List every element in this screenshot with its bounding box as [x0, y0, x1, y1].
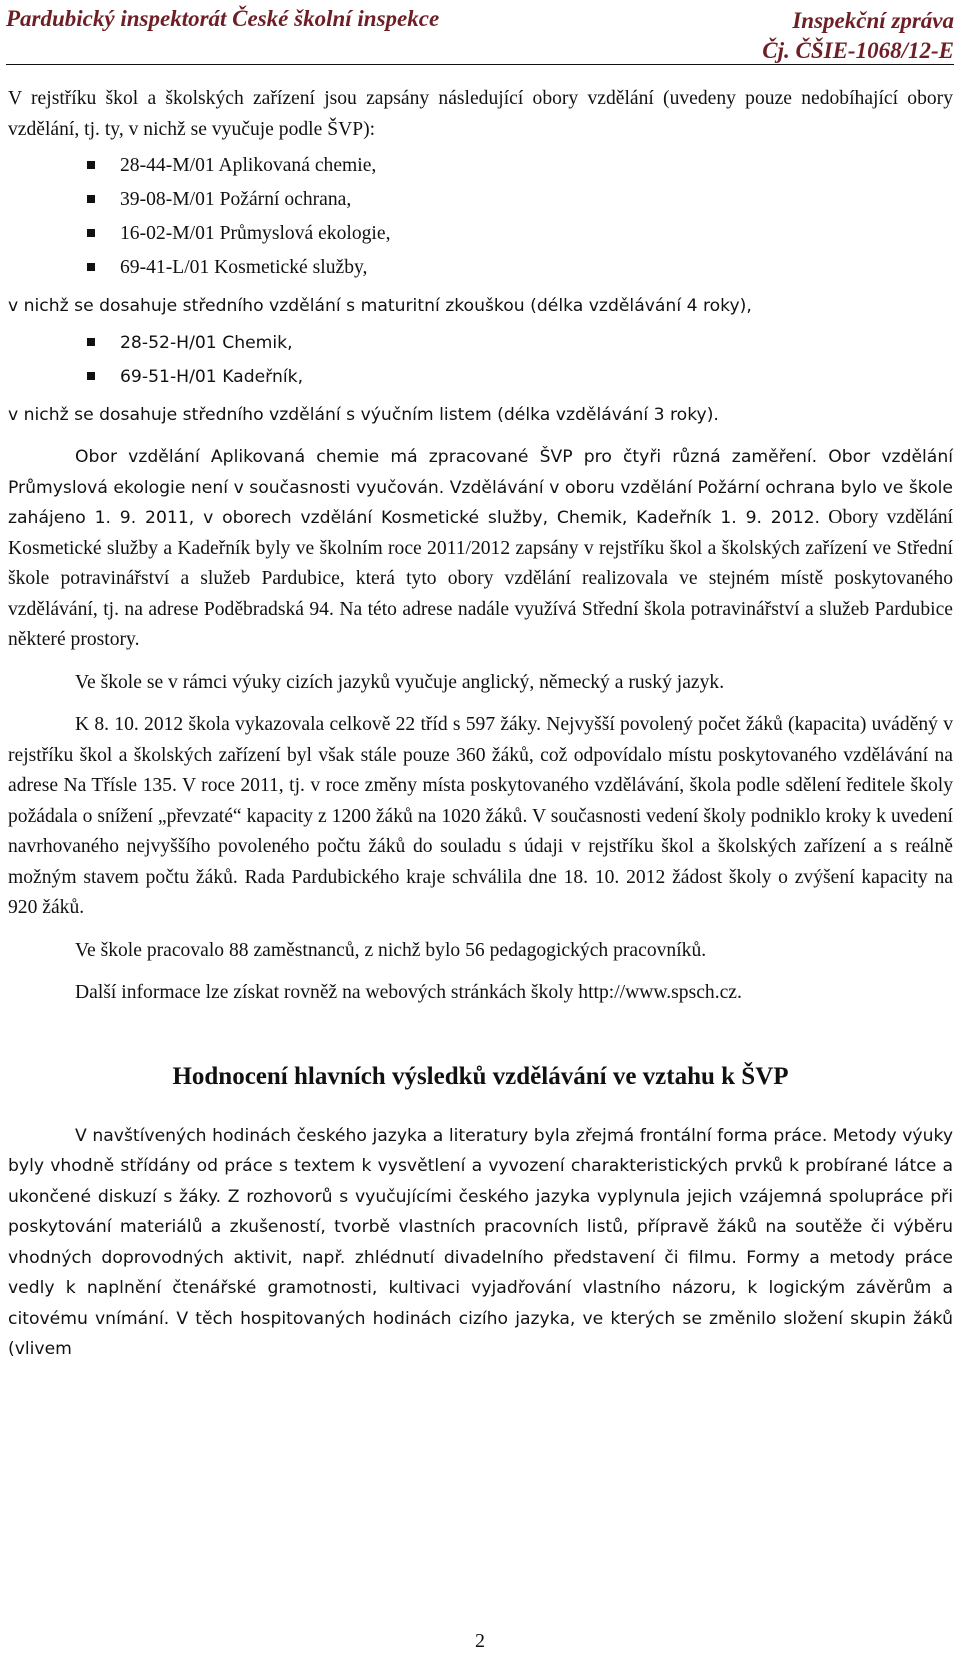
header-inspectorate: Pardubický inspektorát České školní inspekce — [6, 6, 440, 31]
square-bullet-icon — [87, 372, 95, 380]
page-header — [6, 4, 954, 65]
languages-paragraph: Ve škole se v rámci výuky cizích jazyků vyučuje anglický, německý a ruský jazyk. — [75, 671, 725, 693]
header-report-id — [762, 6, 954, 66]
header-reference-number: Čj. ČŠIE-1068/12-E — [762, 38, 954, 63]
list-item — [8, 251, 953, 285]
list-item — [8, 183, 953, 217]
square-bullet-icon — [87, 338, 95, 346]
programs-paragraph — [8, 442, 953, 656]
square-bullet-icon — [87, 161, 95, 169]
list-item — [8, 149, 953, 183]
list-item-text: 16-02-M/01 Průmyslová ekologie, — [120, 223, 391, 244]
maturita-programs-list — [8, 149, 953, 285]
programs-paragraph-part-a: Obor vzdělání Aplikovaná chemie má zpracované ŠVP pro čtyři různá zaměření. Obor vzdělání Průmyslová ekologie není v současnosti vyučován. Vzdělávání v oboru vzdělání Požární ochrana bylo ve škole zahájeno 1. 9. 2011, v oborech vzdělání Kosmetické služby, Chemik, Kadeřník 1. 9. 2012. — [8, 447, 953, 528]
list-item-text: 28-44-M/01 Aplikovaná chemie, — [120, 155, 377, 176]
list-item-text: 69-51-H/01 Kadeřník, — [120, 366, 304, 387]
square-bullet-icon — [87, 229, 95, 237]
list-item — [8, 326, 953, 360]
maturita-description: v nichž se dosahuje středního vzdělání s maturitní zkouškou (délka vzdělávání 4 roky), — [8, 296, 752, 316]
page-number: 2 — [475, 1630, 485, 1652]
document-body — [8, 84, 953, 1365]
apprentice-description: v nichž se dosahuje středního vzdělání s výučním listem (délka vzdělávání 3 roky). — [8, 404, 719, 425]
programs-paragraph-part-b: Obory vzdělání Kosmetické služby a Kadeřník byly ve školním roce 2011/2012 zapsány v rejstříku škol a školských zařízení ve Střední škole potravinářství a služeb Pardubice, která tyto obory vzdělání realizovala ve stejném místě poskytovaného vzdělávání, tj. na adrese Poděbradská 94. Na této adrese nadále využívá Střední škola potravinářství a služeb Pardubice některé prostory. — [8, 507, 954, 650]
intro-paragraph: V rejstříku škol a školských zařízení jsou zapsány následující obory vzdělání (uvedeny pouze nedobíhající obory vzdělání, tj. ty, v nichž se vyučuje podle ŠVP): — [8, 88, 953, 140]
section-heading: Hodnocení hlavních výsledků vzdělávání ve vztahu k ŠVP — [172, 1062, 789, 1090]
square-bullet-icon — [87, 263, 95, 271]
pupils-paragraph: K 8. 10. 2012 škola vykazovala celkově 22 tříd s 597 žáky. Nejvyšší povolený počet žáků (kapacita) uváděný v rejstříku škol a školských zařízení byl však stále pouze 360 žáků, což odpovídalo místu poskytovaného vzdělávání na adrese Na Třísle 135. V roce 2011, tj. v roce změny místa poskytovaného vzdělávání, škola podle sdělení ředitele školy požádala o snížení „převzaté“ kapacity z 1200 žáků na 1020 žáků. V současnosti vedení školy podniklo kroky k uvedení navrhovaného nejvyššího povoleného počtu žáků do souladu s údaji v rejstříku škol a školských zařízení a s reálně možným stavem počtu žáků. Rada Pardubického kraje schválila dne 18. 10. 2012 žádost školy o zvýšení kapacity na 920 žáků. — [8, 714, 953, 918]
staff-paragraph: Ve škole pracovalo 88 zaměstnanců, z nichž bylo 56 pedagogických pracovníků. — [75, 939, 707, 961]
list-item-text: 69-41-L/01 Kosmetické služby, — [120, 257, 368, 278]
list-item-text: 39-08-M/01 Požární ochrana, — [120, 189, 352, 210]
web-paragraph: Další informace lze získat rovněž na webových stránkách školy http://www.spsch.cz. — [75, 982, 742, 1003]
list-item-text: 28-52-H/01 Chemik, — [120, 332, 293, 353]
header-report-title: Inspekční zpráva — [792, 8, 954, 33]
list-item — [8, 360, 953, 394]
section-paragraph: V navštívených hodinách českého jazyka a literatury byla zřejmá frontální forma práce. Metody výuky byly vhodně střídány od práce s textem k vysvětlení a vyvození charakteristických prvků k probírané látce a ukončené diskuzí s žáky. Z rozhovorů s vyučujícími českého jazyka vyplynula jejich vzájemná spolupráce při poskytování materiálů a zkušeností, tvorbě vlastních pracovních listů, přípravě žáků na soutěže či výběru vhodných doprovodných aktivit, např. zhlédnutí divadelního představení či filmu. Formy a metody práce vedly k naplnění čtenářské gramotnosti, kultivaci vyjadřování vlastního názoru, k logickým závěrům a citovému vnímání. V těch hospitovaných hodinách cizího jazyka, ve kterých se změnilo složení skupin žáků (vlivem — [8, 1125, 953, 1359]
square-bullet-icon — [87, 195, 95, 203]
apprentice-programs-list — [8, 326, 953, 394]
list-item — [8, 217, 953, 251]
